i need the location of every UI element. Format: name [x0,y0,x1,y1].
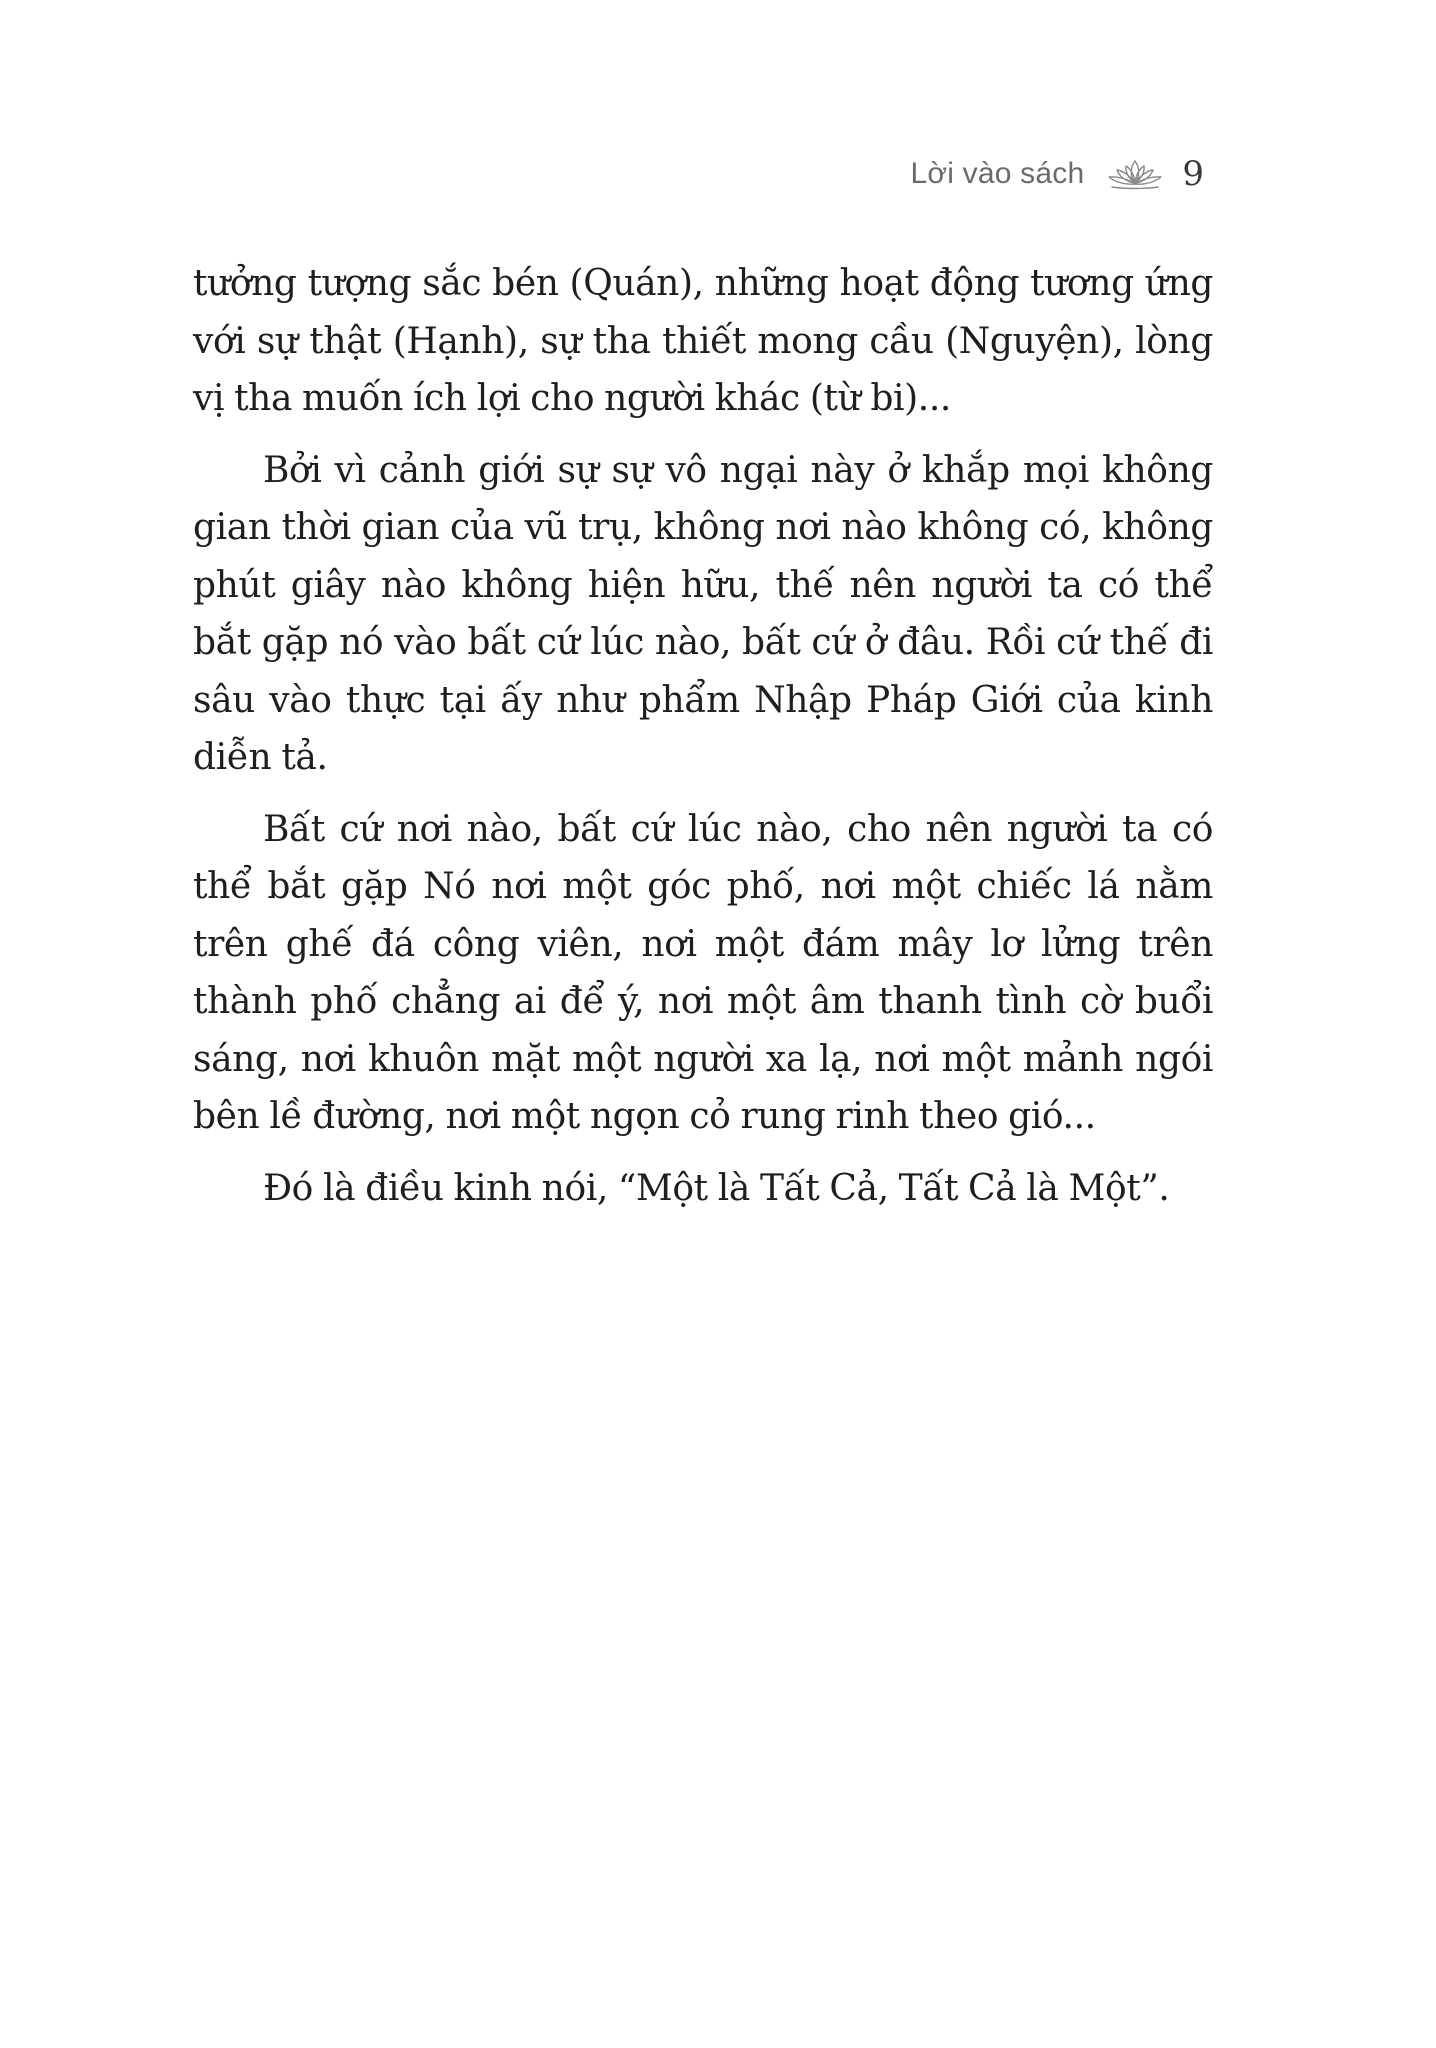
paragraph-1: tưởng tượng sắc bén (Quán), những hoạt động tương ứng với sự thật (Hạnh), sự tha thiết mong cầu (Nguyện), lòng vị tha muốn ích lợi cho người khác (từ bi)... [193,263,1213,419]
paragraph-3: Bất cứ nơi nào, bất cứ lúc nào, cho nên người ta có thể bắt gặp Nó nơi một góc phố, nơi một chiếc lá nằm trên ghế đá công viên, nơi một đám mây lơ lửng trên thành phố chẳng ai để ý, nơi một âm thanh tình cờ buổi sáng, nơi khuôn mặt một người xa lạ, nơi một mảnh ngói bên lề đường, nơi một ngọn cỏ rung rinh theo gió... [193,808,1213,1137]
paragraph-2: Bởi vì cảnh giới sự sự vô ngại này ở khắp mọi không gian thời gian của vũ trụ, không nơi nào không có, không phút giây nào không hiện hữu, thế nên người ta có thể bắt gặp nó vào bất cứ lúc nào, bất cứ ở đâu. Rồi cứ thế đi sâu vào thực tại ấy như phẩm Nhập Pháp Giới của kinh diễn tả. [193,449,1213,778]
running-header [911,150,1204,198]
section-title: Lời vào sách [910,157,1085,190]
body-text [193,255,1213,1231]
paragraph-4: Đó là điều kinh nói, “Một là Tất Cả, Tất Cả là Một”. [263,1167,1170,1209]
page-number: 9 [1182,154,1204,194]
lotus-icon [1104,157,1166,191]
